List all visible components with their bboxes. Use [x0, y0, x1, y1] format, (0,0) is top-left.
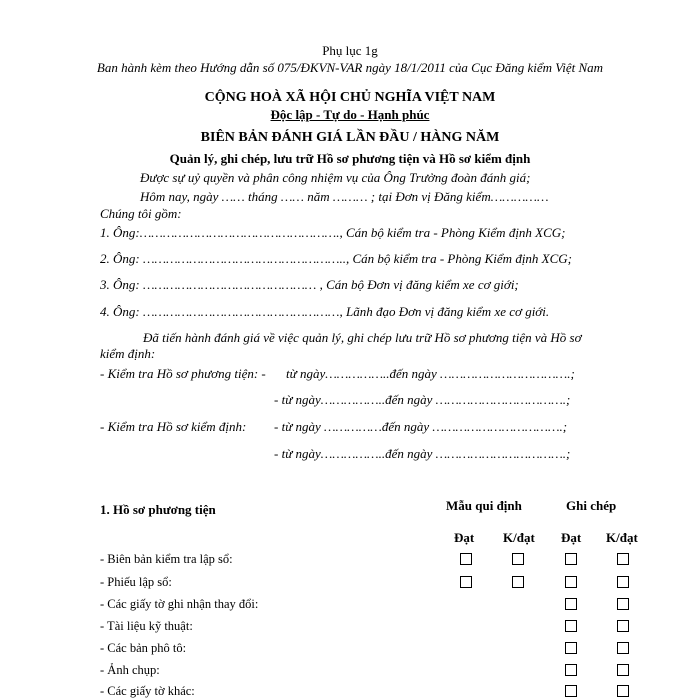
member-line-1: 1. Ông:……………………………………………., Cán bộ kiểm tra - Phòng Kiểm định XCG; — [100, 225, 566, 240]
country-name: CỘNG HOÀ XÃ HỘI CHỦ NGHĨA VIỆT NAM — [204, 90, 496, 105]
check-inspection-records-label: - Kiểm tra Hồ sơ kiểm định: — [100, 419, 247, 434]
column-group-records: Ghi chép — [566, 498, 617, 513]
records-fail-checkbox[interactable] — [617, 598, 629, 610]
records-fail-checkbox[interactable] — [617, 685, 629, 697]
document-subtitle: Quản lý, ghi chép, lưu trữ Hồ sơ phương tiện và Hồ sơ kiểm định — [169, 151, 531, 166]
date-range-1: từ ngày……………..đến ngày …………………………….; — [286, 366, 575, 381]
records-pass-checkbox[interactable] — [565, 685, 577, 697]
item-label-change-records: - Các giấy tờ ghi nhận thay đổi: — [100, 597, 259, 611]
date-range-3: - từ ngày ……………đến ngày …………………………….; — [274, 419, 568, 434]
item-label-other-papers: - Các giấy tờ khác: — [100, 684, 195, 698]
records-fail-checkbox[interactable] — [617, 642, 629, 654]
authorization-line: Được sự uỷ quyền và phân công nhiệm vụ của Ông Trưởng đoàn đánh giá; — [140, 170, 531, 185]
records-pass-checkbox[interactable] — [565, 598, 577, 610]
template-fail-checkbox[interactable] — [512, 576, 524, 588]
records-pass-header: Đạt — [561, 530, 582, 545]
template-pass-header: Đạt — [454, 530, 475, 545]
column-group-template: Mẫu qui định — [446, 498, 522, 513]
records-fail-checkbox[interactable] — [617, 553, 629, 565]
records-fail-header: K/đạt — [606, 530, 638, 545]
records-fail-checkbox[interactable] — [617, 664, 629, 676]
members-intro: Chúng tôi gồm: — [100, 206, 182, 221]
records-pass-checkbox[interactable] — [565, 620, 577, 632]
item-label-survey-report: - Biên bản kiểm tra lập sổ: — [100, 552, 233, 566]
template-pass-checkbox[interactable] — [460, 576, 472, 588]
records-pass-checkbox[interactable] — [565, 553, 577, 565]
national-motto: Độc lập - Tự do - Hạnh phúc — [270, 107, 430, 122]
member-line-3: 3. Ông: ……………………………………… , Cán bộ Đơn vị đăng kiểm xe cơ giới; — [100, 277, 519, 292]
records-pass-checkbox[interactable] — [565, 664, 577, 676]
records-fail-checkbox[interactable] — [617, 620, 629, 632]
section-1-title: 1. Hồ sơ phương tiện — [100, 502, 216, 517]
template-fail-header: K/đạt — [503, 530, 535, 545]
issued-by-note: Ban hành kèm theo Hướng dẫn số 075/ĐKVN-VAR ngày 18/1/2011 của Cục Đăng kiểm Việt Nam — [96, 60, 604, 75]
check-vehicle-records-label: - Kiểm tra Hồ sơ phương tiện: - — [100, 366, 266, 381]
date-range-2: - từ ngày……………..đến ngày …………………………….; — [274, 392, 571, 407]
template-pass-checkbox[interactable] — [460, 553, 472, 565]
member-line-2: 2. Ông: …………………………………………….., Cán bộ kiểm tra - Phòng Kiểm định XCG; — [100, 251, 573, 266]
records-pass-checkbox[interactable] — [565, 576, 577, 588]
item-label-photocopies: - Các bản phô tô: — [100, 641, 187, 655]
assessment-line-1: Đã tiến hành đánh giá về việc quản lý, ghi chép lưu trữ Hồ sơ phương tiện và Hồ sơ — [143, 330, 582, 345]
member-line-4: 4. Ông: ……………………………………………, Lãnh đạo Đơn vị đăng kiểm xe cơ giới. — [100, 304, 550, 319]
template-fail-checkbox[interactable] — [512, 553, 524, 565]
records-fail-checkbox[interactable] — [617, 576, 629, 588]
assessment-line-2: kiểm định: — [100, 346, 156, 361]
item-label-technical-docs: - Tài liệu kỹ thuật: — [100, 619, 193, 633]
document-title: BIÊN BẢN ĐÁNH GIÁ LẦN ĐẦU / HÀNG NĂM — [200, 130, 500, 145]
records-pass-checkbox[interactable] — [565, 642, 577, 654]
item-label-photos: - Ảnh chụp: — [100, 663, 160, 677]
date-range-4: - từ ngày……………..đến ngày …………………………….; — [274, 446, 571, 461]
item-label-registration-form: - Phiếu lập sổ: — [100, 575, 172, 589]
meeting-date-line: Hôm nay, ngày …… tháng …… năm ……… ; tại Đơn vị Đăng kiểm…………… — [140, 189, 549, 204]
annex-number: Phụ lục 1g — [322, 43, 378, 58]
